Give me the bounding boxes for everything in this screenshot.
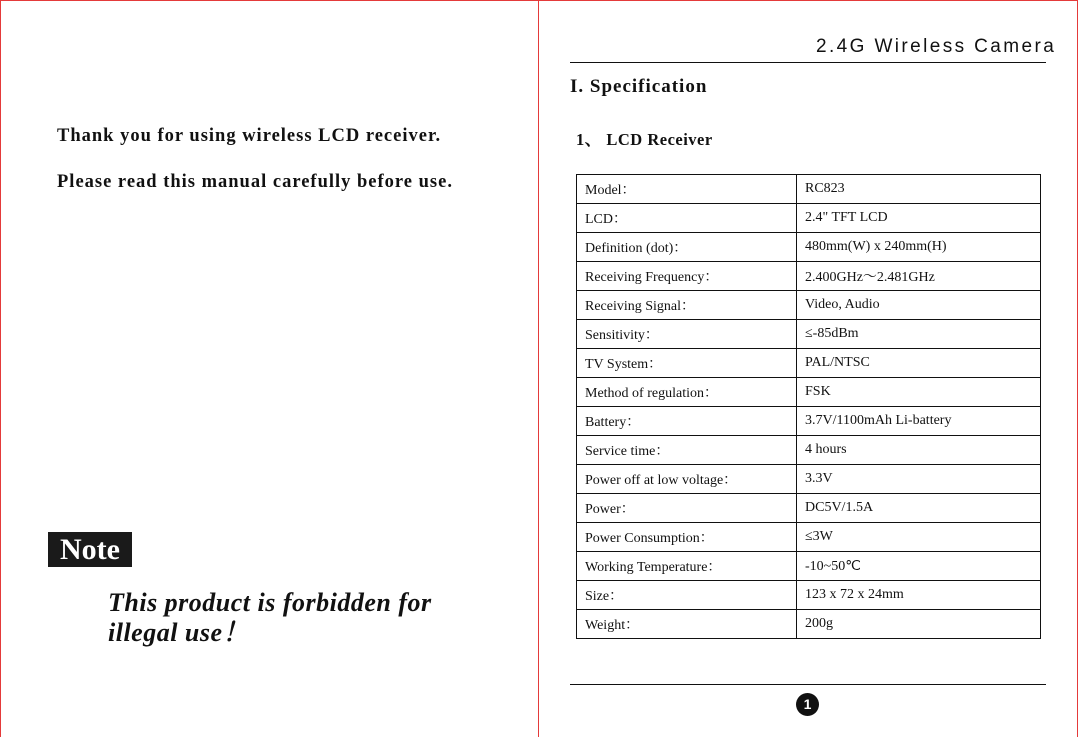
- table-row: [577, 610, 1041, 639]
- spec-label: Battery：: [577, 407, 797, 436]
- table-row: [577, 233, 1041, 262]
- spec-label: Service time：: [577, 436, 797, 465]
- table-row: [577, 581, 1041, 610]
- spec-label: Receiving Signal：: [577, 291, 797, 320]
- table-row: [577, 436, 1041, 465]
- spec-value: PAL/NTSC: [797, 349, 1041, 378]
- spec-label: Power Consumption：: [577, 523, 797, 552]
- table-row: [577, 204, 1041, 233]
- spec-value: RC823: [797, 175, 1041, 204]
- spec-label: Method of regulation：: [577, 378, 797, 407]
- spec-value: 3.3V: [797, 465, 1041, 494]
- spec-value: ≤-85dBm: [797, 320, 1041, 349]
- table-row: [577, 320, 1041, 349]
- spec-table: [576, 174, 1041, 639]
- spec-label: Sensitivity：: [577, 320, 797, 349]
- table-row: [577, 523, 1041, 552]
- table-row: [577, 291, 1041, 320]
- spec-value: ≤3W: [797, 523, 1041, 552]
- table-row: [577, 407, 1041, 436]
- spec-value: 200g: [797, 610, 1041, 639]
- table-row: [577, 175, 1041, 204]
- table-row: [577, 465, 1041, 494]
- table-row: [577, 349, 1041, 378]
- thanks-text: Thank you for using wireless LCD receiver.: [57, 126, 442, 146]
- spec-value: FSK: [797, 378, 1041, 407]
- header-rule: [570, 62, 1046, 63]
- spec-value: 480mm(W) x 240mm(H): [797, 233, 1041, 262]
- spec-label: TV System：: [577, 349, 797, 378]
- spec-value: 2.400GHz～2.481GHz: [797, 262, 1041, 291]
- manual-header-title: 2.4G Wireless Camera: [816, 36, 1057, 57]
- spec-value: 2.4" TFT LCD: [797, 204, 1041, 233]
- spec-label: Weight：: [577, 610, 797, 639]
- warning-line-1: This product is forbidden for: [108, 588, 432, 617]
- spec-label: Size：: [577, 581, 797, 610]
- spec-value: 4 hours: [797, 436, 1041, 465]
- spec-label: Power off at low voltage：: [577, 465, 797, 494]
- table-row: [577, 552, 1041, 581]
- spec-value: 3.7V/1100mAh Li-battery: [797, 407, 1041, 436]
- spec-label: Power：: [577, 494, 797, 523]
- table-row: [577, 378, 1041, 407]
- spec-value: DC5V/1.5A: [797, 494, 1041, 523]
- spec-label: Definition (dot)：: [577, 233, 797, 262]
- spec-label: Working Temperature：: [577, 552, 797, 581]
- table-row: [577, 262, 1041, 291]
- read-manual-text: Please read this manual carefully before use.: [57, 172, 453, 192]
- spec-value: Video, Audio: [797, 291, 1041, 320]
- footer-rule: [570, 684, 1046, 685]
- note-badge: Note: [48, 532, 132, 567]
- subsection-title: 1、 LCD Receiver: [576, 130, 713, 149]
- section-title: I. Specification: [570, 76, 708, 97]
- spec-value: -10~50℃: [797, 552, 1041, 581]
- table-row: [577, 494, 1041, 523]
- warning-line-2: illegal use！: [108, 618, 250, 647]
- warning-text: [108, 588, 432, 648]
- spec-label: LCD：: [577, 204, 797, 233]
- right-page: [538, 0, 1078, 737]
- spec-label: Model：: [577, 175, 797, 204]
- page-number-badge: 1: [796, 693, 819, 716]
- spec-value: 123 x 72 x 24mm: [797, 581, 1041, 610]
- left-page: [0, 0, 538, 737]
- spec-label: Receiving Frequency：: [577, 262, 797, 291]
